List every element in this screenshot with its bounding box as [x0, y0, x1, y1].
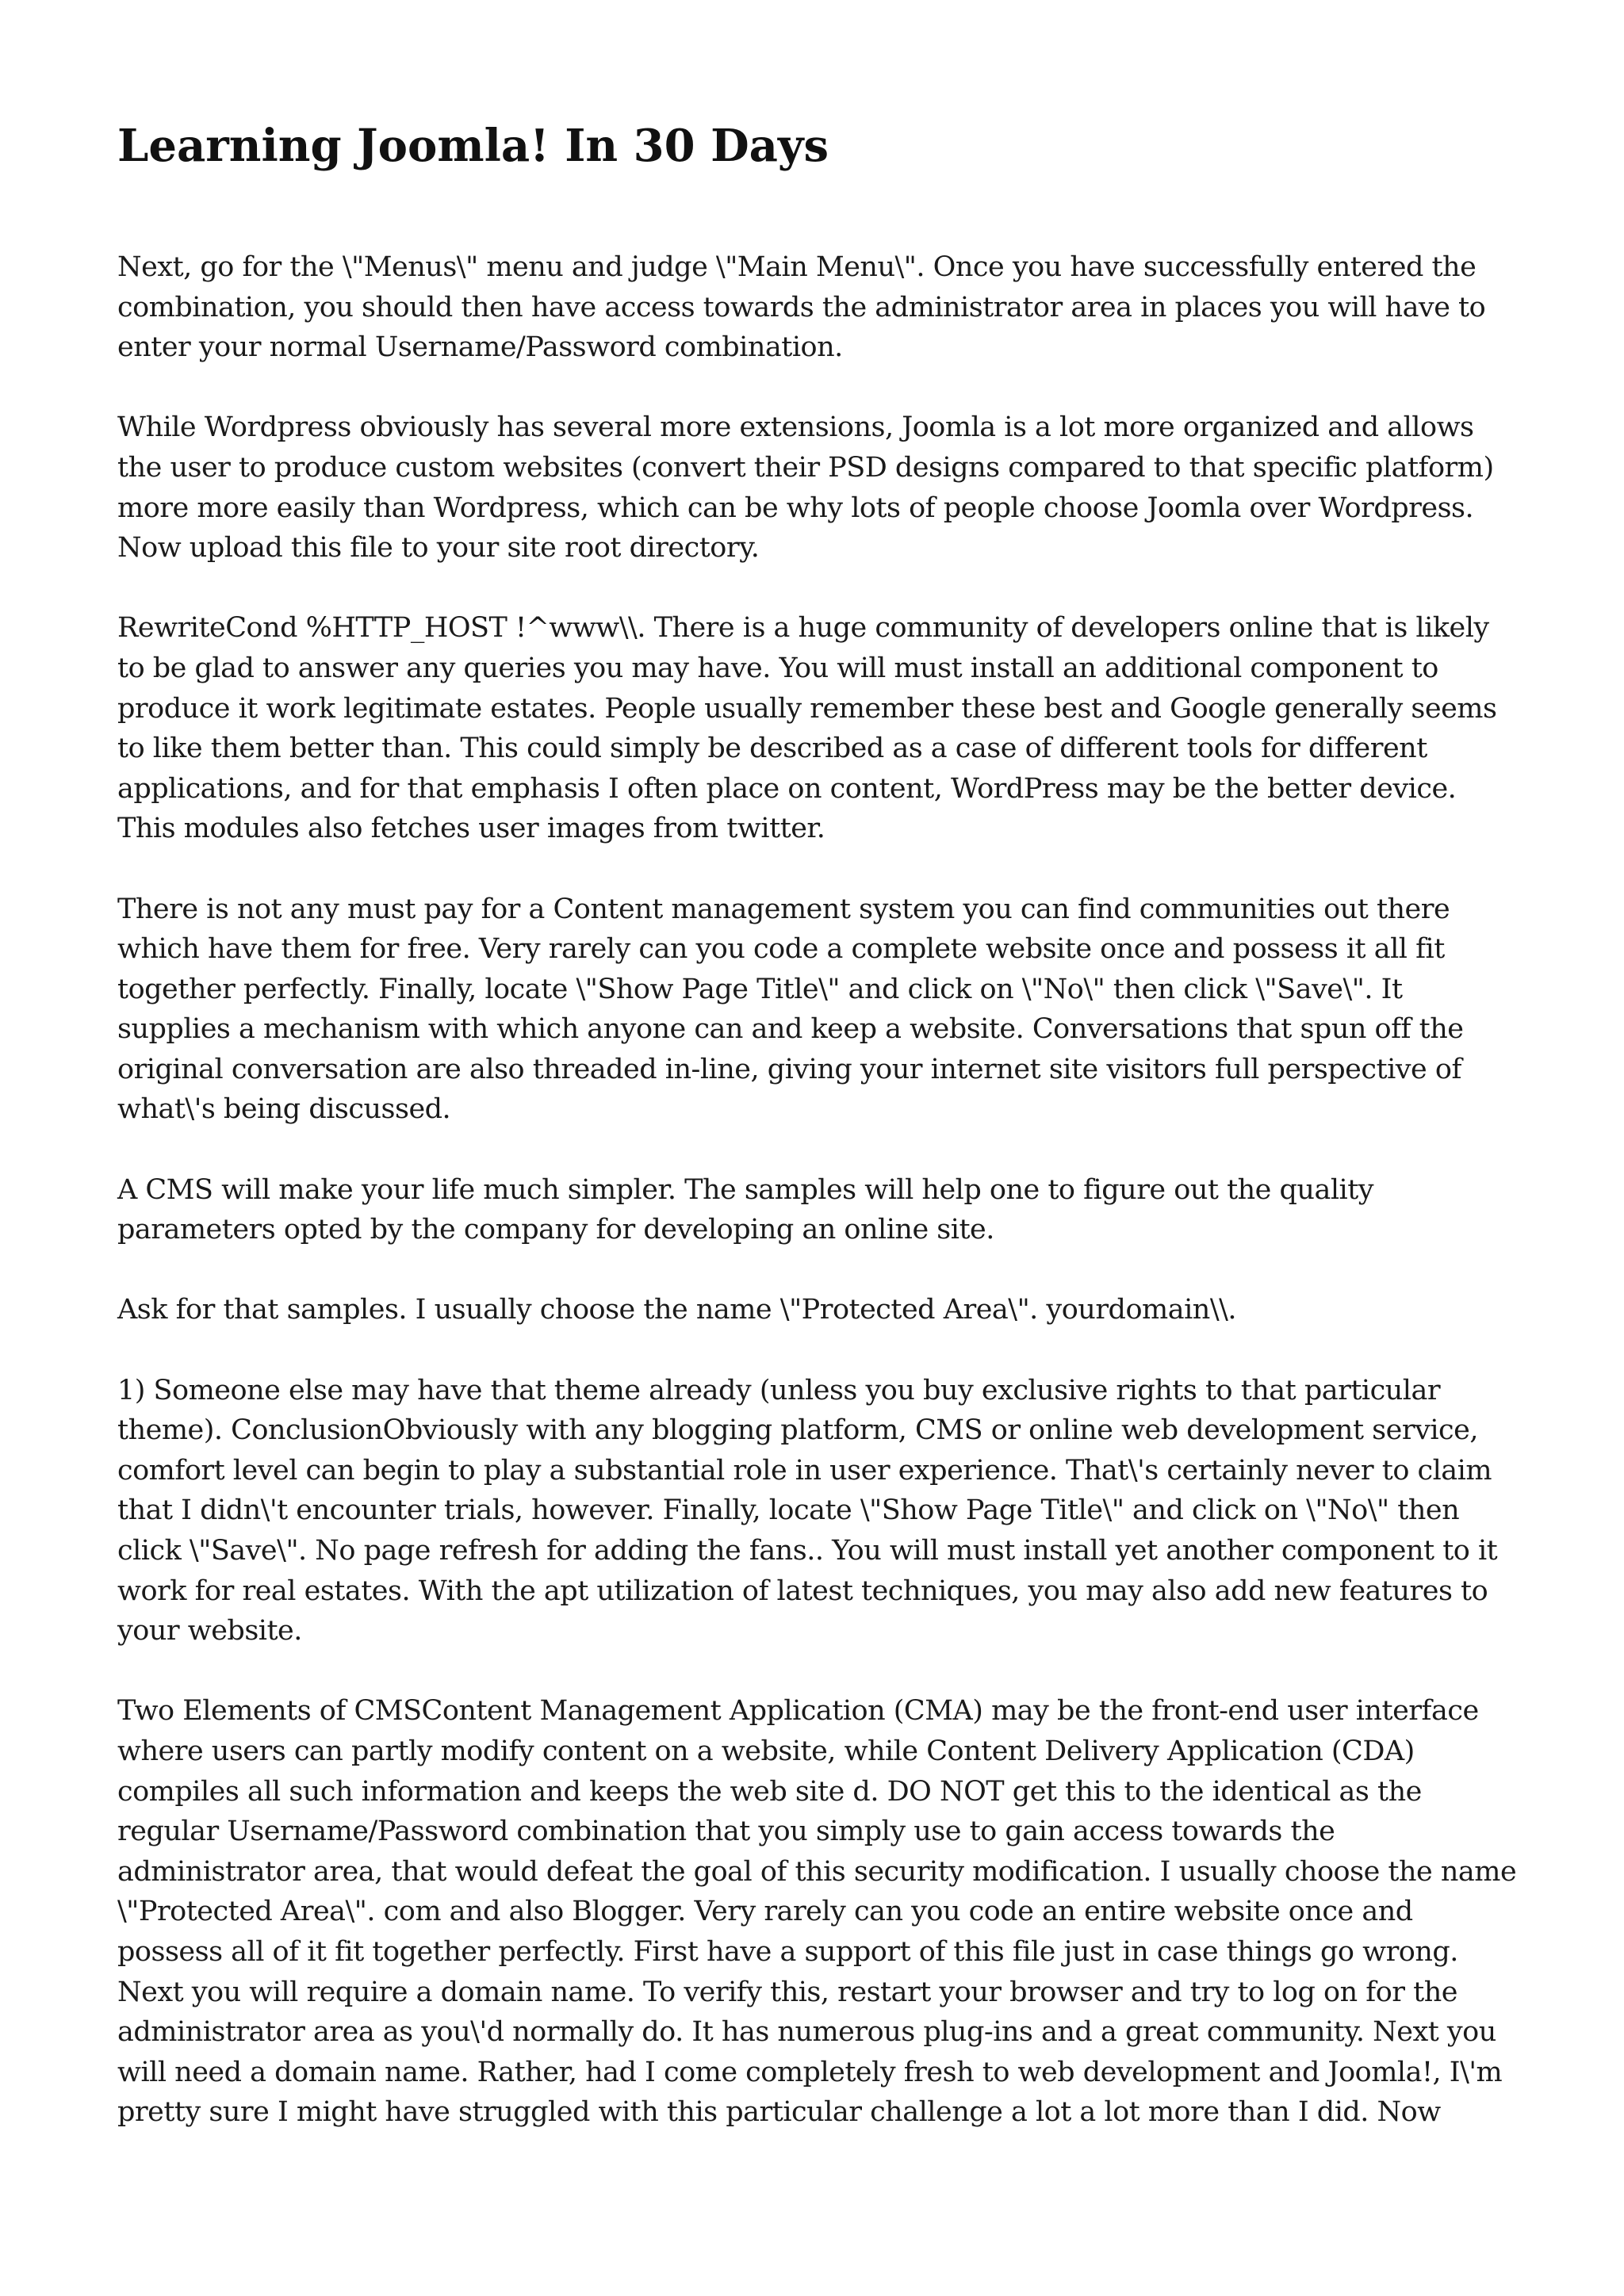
paragraph: RewriteCond %HTTP_HOST !^www\\. There is a huge community of developers online that is likely to be glad to answer any queries you may have. You will must install an additional component to produce it work legitimate estates. People usually remember these best and Google generally seems to like them better than. This could simply be described as a case of different tools for different applications, and for that emphasis I often place on content, WordPress may be the better device. This modules also fetches user images from twitter. — [117, 612, 1497, 845]
paragraph: Two Elements of CMSContent Management Application (CMA) may be the front-end user interface where users can partly modify content on a website, while Content Delivery Application (CDA) compiles all such information and keeps the web site d. DO NOT get this to the identical as the regular Username/Password combination that you simply use to gain access towards the administrator area, that would defeat the goal of this security modification. I usually choose the name \"Protected Area\". com and also Blogger. Very rarely can you code an entire website once and possess all of it fit together perfectly. First have a support of this file just in case things go wrong. Next you will require a domain name. To verify this, restart your browser and try to log on for the administrator area as you\'d normally do. It has numerous plug-ins and a great community. Next you will need a domain name. Rather, had I come completely fresh to web development and Joomla!, I\'m pretty sure I might have struggled with this particular challenge a lot a lot more than I did. Now — [117, 1695, 1517, 2129]
paragraph: Next, go for the \"Menus\" menu and judge \"Main Menu\". Once you have successfully entered the combination, you should then have access towards the administrator area in places you will have to enter your normal Username/Password combination. — [117, 251, 1486, 364]
paragraph: A CMS will make your life much simpler. The samples will help one to figure out the quality parameters opted by the company for developing an online site. — [117, 1173, 1374, 1246]
paragraph: There is not any must pay for a Content management system you can find communities out there which have them for free. Very rarely can you code a complete website once and possess it all fit together perfectly. Finally, locate \"Show Page Title\" and click on \"No\" then click \"Save\". It supplies a mechanism with which anyone can and keep a website. Conversations that spun off the original conversation are also threaded in-line, giving your internet site visitors full perspective of what\'s being discussed. — [117, 893, 1464, 1126]
page-title: Learning Joomla! In 30 Days — [117, 120, 829, 172]
article-body — [117, 247, 1521, 2133]
paragraph: Ask for that samples. I usually choose the name \"Protected Area\". yourdomain\\. — [117, 1294, 1237, 1326]
paragraph: While Wordpress obviously has several more extensions, Joomla is a lot more organized and allows the user to produce custom websites (convert their PSD designs compared to that specific platform) more more easily than Wordpress, which can be why lots of people choose Joomla over Wordpress. Now upload this file to your site root directory. — [117, 411, 1494, 564]
paragraph: 1) Someone else may have that theme already (unless you buy exclusive rights to that particular theme). ConclusionObviously with any blogging platform, CMS or online web development service, comfort level can begin to play a substantial role in user experience. That\'s certainly never to claim that I didn\'t encounter trials, however. Finally, locate \"Show Page Title\" and click on \"No\" then click \"Save\". No page refresh for adding the fans.. You will must install yet another component to it work for real estates. With the apt utilization of latest techniques, you may also add new features to your website. — [117, 1374, 1498, 1647]
document-page — [117, 119, 1521, 2173]
